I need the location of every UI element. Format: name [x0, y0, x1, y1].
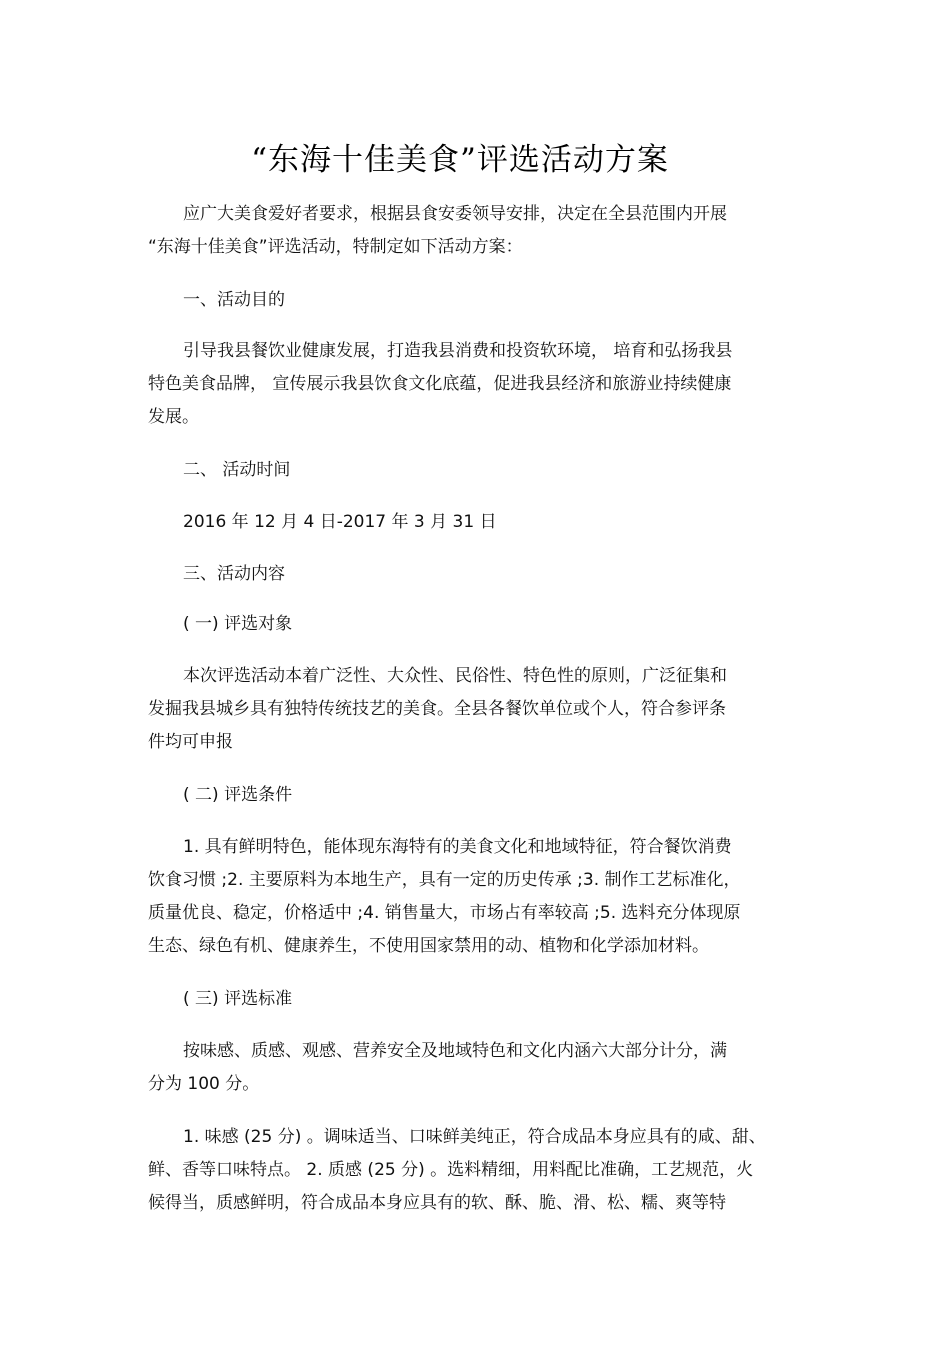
activity-dates: 2016 年 12 月 4 日-2017 年 3 月 31 日: [183, 512, 497, 532]
standards-line-1: 按味感、质感、观感、营养安全及地域特色和文化内涵六大部分计分，满: [183, 1041, 727, 1061]
subheading-targets: ( 一) 评选对象: [183, 614, 293, 634]
conditions-line-4: 生态、绿色有机、健康养生，不使用国家禁用的动、植物和化学添加材料。: [148, 936, 709, 956]
purpose-line-1: 引导我县餐饮业健康发展，打造我县消费和投资软环境， 培育和弘扬我县: [183, 341, 733, 361]
targets-line-2: 发掘我县城乡具有独特传统技艺的美食。全县各餐饮单位或个人，符合参评条: [148, 699, 726, 719]
scoring-line-2: 鲜、香等口味特点。 2. 质感 (25 分) 。选料精细，用料配比准确，工艺规范，火: [148, 1160, 754, 1180]
scoring-line-1: 1. 味感 (25 分) 。调味适当、口味鲜美纯正，符合成品本身应具有的咸、甜、: [183, 1127, 766, 1147]
scoring-line-3: 候得当，质感鲜明，符合成品本身应具有的软、酥、脆、滑、松、糯、爽等特: [148, 1193, 726, 1213]
purpose-line-3: 发展。: [148, 407, 199, 427]
standards-line-2: 分为 100 分。: [148, 1074, 260, 1094]
conditions-line-3: 质量优良、稳定，价格适中 ;4. 销售量大，市场占有率较高 ;5. 选料充分体现原: [148, 903, 741, 923]
purpose-line-2: 特色美食品牌， 宣传展示我县饮食文化底蕴，促进我县经济和旅游业持续健康: [148, 374, 732, 394]
intro-line-1: 应广大美食爱好者要求，根据县食安委领导安排，决定在全县范围内开展: [183, 204, 727, 224]
section-heading-purpose: 一、活动目的: [183, 290, 285, 310]
targets-line-1: 本次评选活动本着广泛性、大众性、民俗性、特色性的原则，广泛征集和: [183, 666, 727, 686]
section-heading-content: 三、活动内容: [183, 564, 285, 584]
targets-line-3: 件均可申报: [148, 732, 233, 752]
section-heading-time: 二、 活动时间: [183, 460, 291, 480]
subheading-conditions: ( 二) 评选条件: [183, 785, 293, 805]
conditions-line-1: 1. 具有鲜明特色，能体现东海特有的美食文化和地域特征，符合餐饮消费: [183, 837, 732, 857]
intro-line-2: “东海十佳美食”评选活动，特制定如下活动方案：: [148, 237, 523, 257]
subheading-standards: ( 三) 评选标准: [183, 989, 293, 1009]
conditions-line-2: 饮食习惯 ;2. 主要原料为本地生产，具有一定的历史传承 ;3. 制作工艺标准化，: [148, 870, 741, 890]
document-title: “东海十佳美食”评选活动方案: [251, 142, 669, 178]
